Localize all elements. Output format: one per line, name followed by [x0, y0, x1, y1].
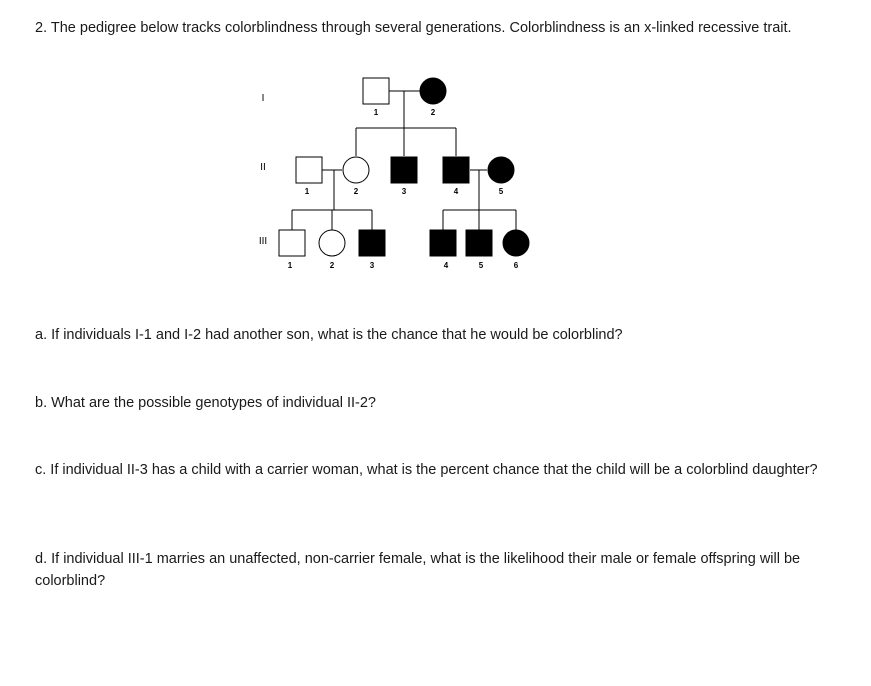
question-d: d. If individual III-1 marries an unaffected, non-carrier female, what is the likelihood their male or female offspring will be colorblind?	[35, 551, 801, 589]
individual-number-ii-4: 4	[453, 187, 459, 196]
individual-number-iii-4: 4	[443, 261, 449, 270]
individual-number-i-1: 1	[373, 108, 379, 117]
individual-number-iii-1: 1	[287, 261, 293, 270]
individual-number-i-2: 2	[430, 108, 436, 117]
individual-number-iii-3: 3	[369, 261, 375, 270]
pedigree-chart	[0, 0, 871, 300]
question-c: c. If individual II-3 has a child with a carrier woman, what is the percent chance that the child will be a colorblind daughter?	[35, 462, 818, 478]
individual-i-2	[420, 78, 446, 104]
question-intro: 2. The pedigree below tracks colorblindness through several generations. Colorblindness is an x-linked recessive trait.	[35, 20, 792, 36]
individual-iii-3	[359, 230, 385, 256]
individual-number-ii-5: 5	[498, 187, 504, 196]
individual-iii-1	[279, 230, 305, 256]
individual-iii-2	[319, 230, 345, 256]
question-a: a. If individuals I-1 and I-2 had another son, what is the chance that he would be colorblind?	[35, 327, 623, 343]
individual-iii-6	[503, 230, 529, 256]
generation-label-ii: II	[260, 162, 266, 173]
individual-ii-2	[343, 157, 369, 183]
individual-number-ii-3: 3	[401, 187, 407, 196]
individual-number-iii-6: 6	[513, 261, 519, 270]
individual-ii-4	[443, 157, 469, 183]
generation-label-i: I	[261, 93, 265, 104]
individual-ii-5	[488, 157, 514, 183]
individual-iii-5	[466, 230, 492, 256]
individual-iii-4	[430, 230, 456, 256]
individual-ii-1	[296, 157, 322, 183]
individual-ii-3	[391, 157, 417, 183]
individual-number-ii-1: 1	[304, 187, 310, 196]
individual-number-iii-5: 5	[478, 261, 484, 270]
generation-label-iii: III	[258, 236, 268, 247]
individual-number-ii-2: 2	[353, 187, 359, 196]
question-b: b. What are the possible genotypes of individual II-2?	[35, 395, 376, 411]
individual-i-1	[363, 78, 389, 104]
individual-number-iii-2: 2	[329, 261, 335, 270]
